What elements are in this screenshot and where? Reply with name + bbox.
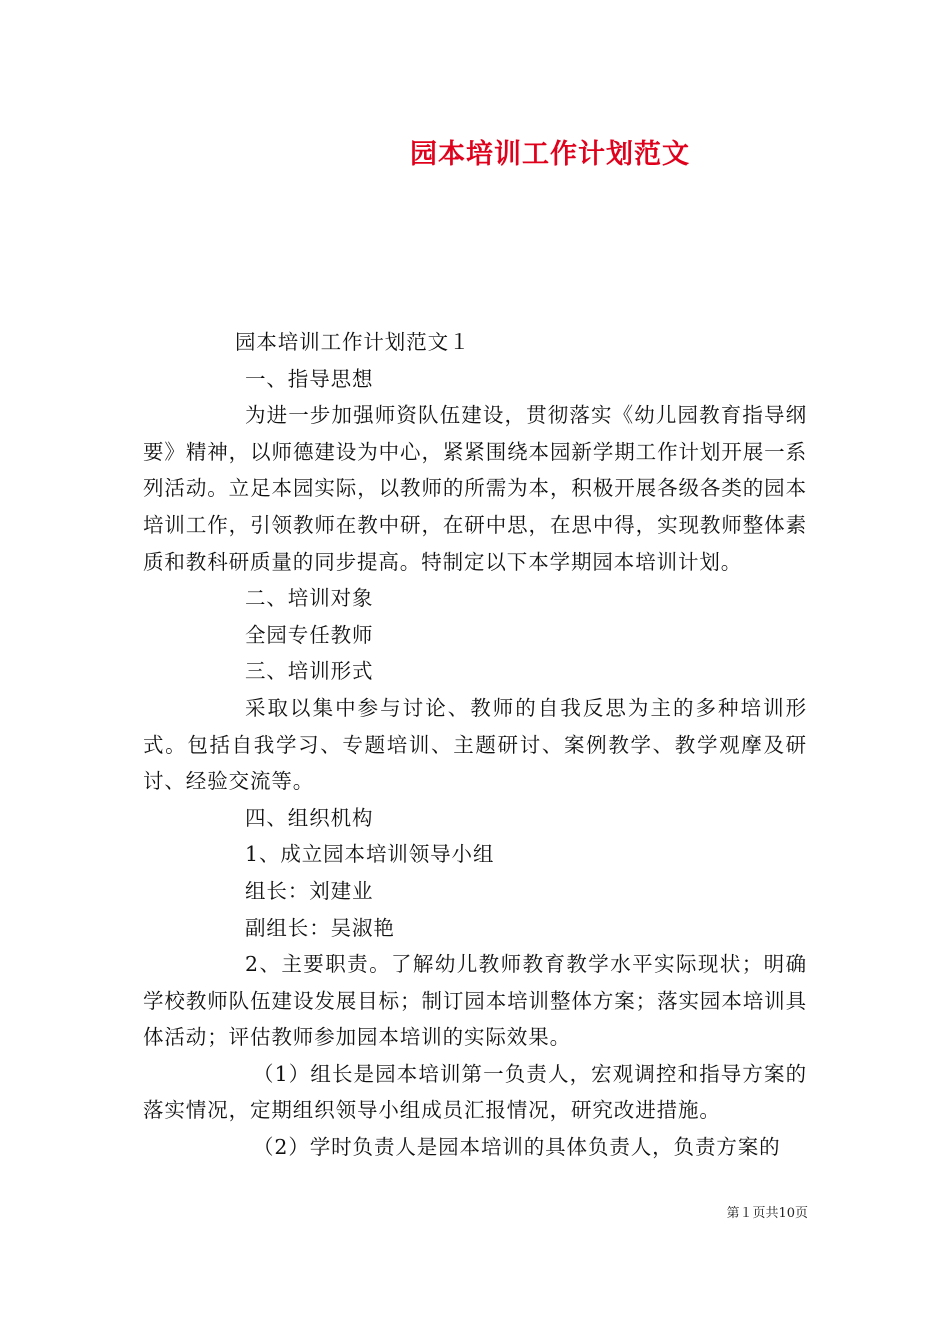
paragraph: （1）组长是园本培训第一负责人，宏观调控和指导方案的落实情况，定期组织领导小组成员汇报情况，研究改进措施。 (143, 1061, 807, 1123)
paragraph: 副组长：吴淑艳 (245, 915, 395, 940)
paragraph: 组长：刘建业 (245, 878, 374, 903)
paragraph: 1、成立园本培训领导小组 (245, 842, 495, 867)
document-title: 园本培训工作计划范文 (410, 139, 690, 170)
paragraph: 2、主要职责。了解幼儿教师教育教学水平实际现状；明确学校教师队伍建设发展目标；制订园本培训整体方案；落实园本培训具体活动；评估教师参加园本培训的实际效果。 (143, 952, 807, 1050)
paragraph: 全园专任教师 (245, 622, 374, 647)
section-heading: 二、培训对象 (245, 586, 374, 611)
section-heading: 四、组织机构 (245, 805, 374, 830)
section-heading: 三、培训形式 (245, 659, 374, 684)
paragraph: 园本培训工作计划范文１ (235, 330, 471, 354)
paragraph: （2）学时负责人是园本培训的具体负责人，负责方案的 (253, 1135, 781, 1160)
section-heading: 一、指导思想 (245, 366, 374, 391)
page-number-footer: 第１页共10页 (726, 1206, 808, 1221)
paragraph: 为进一步加强师资队伍建设，贯彻落实《幼儿园教育指导纲要》精神，以师德建设为中心，紧紧围绕本园新学期工作计划开展一系列活动。立足本园实际，以教师的所需为本，积极开展各级各类的园本培训工作，引领教师在教中研，在研中思，在思中得，实现教师整体素质和教科研质量的同步提高。特制定以下本学期园本培训计划。 (143, 403, 807, 574)
paragraph: 采取以集中参与讨论、教师的自我反思为主的多种培训形式。包括自我学习、专题培训、主题研讨、案例教学、教学观摩及研讨、经验交流等。 (143, 695, 807, 794)
document-body (143, 324, 807, 1166)
